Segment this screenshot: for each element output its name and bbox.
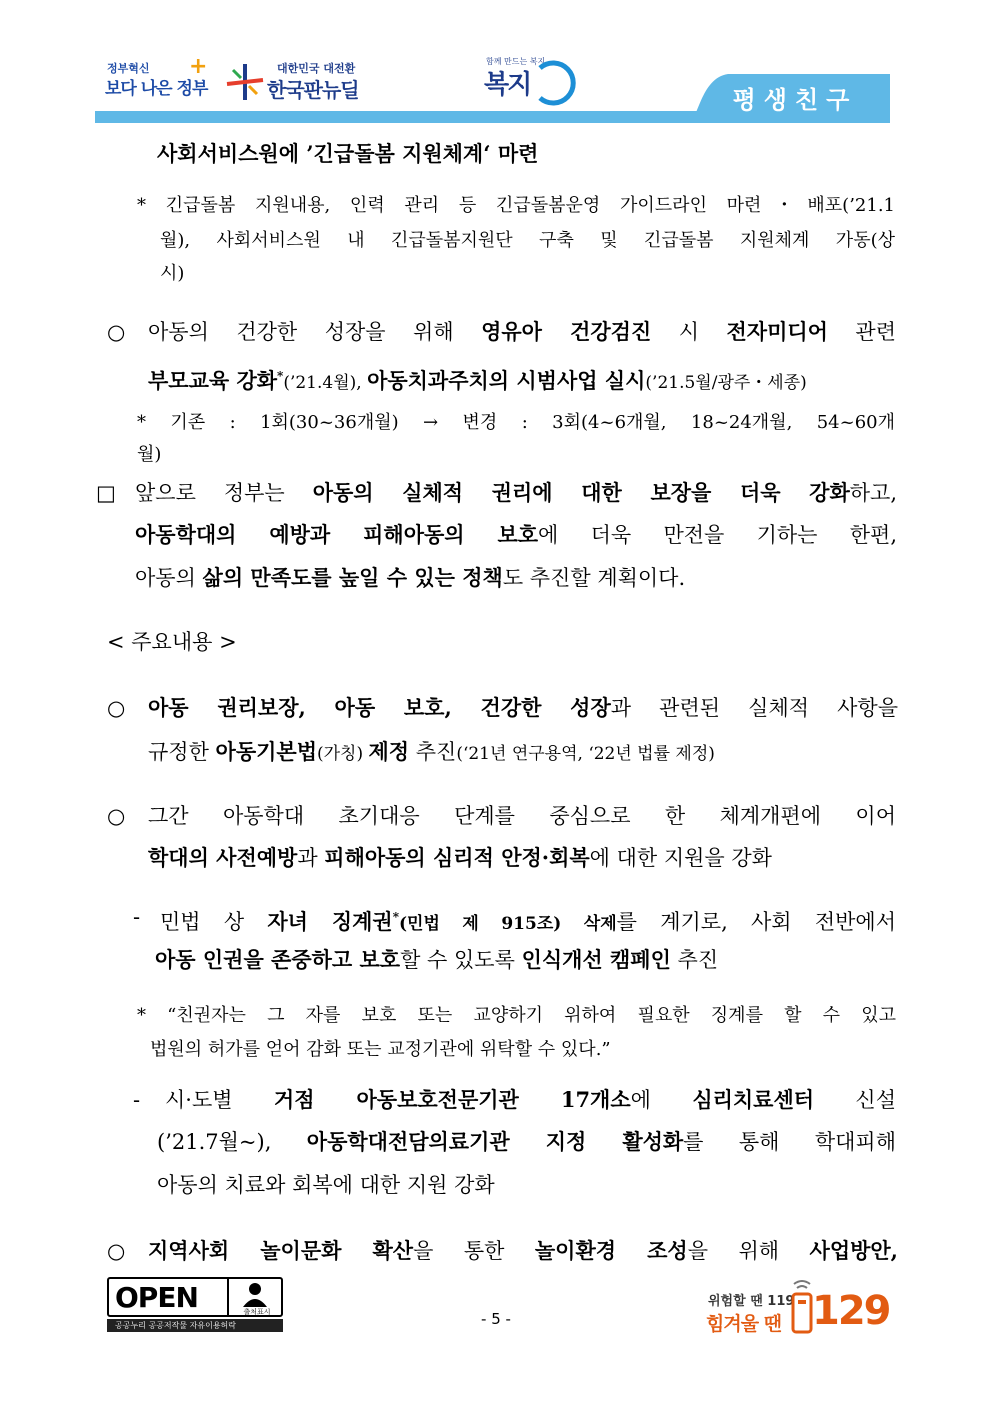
attribution-label: 출처표시: [243, 1308, 271, 1316]
m1-line1: 아동 권리보장, 아동 보호, 건강한 성장과 관련된 실체적 사항을: [148, 695, 899, 720]
hotline-number: 129: [812, 1288, 890, 1334]
korean-new-deal-logo: [225, 60, 375, 108]
hotline-129-logo: [700, 1276, 890, 1338]
plus-icon: +: [189, 54, 208, 79]
p1-line1: 아동의 건강한 성장을 위해 영유아 건강검진 시 전자미디어 관련: [148, 319, 896, 344]
p1-line2: 부모교육 강화*(’21.4월), 아동치과주치의 시범사업 실시(’21.5월/광주・세종): [148, 368, 807, 393]
d2-line2: (’21.7월~), 아동학대전담의료기관 지정 활성화를 통해 학대피해: [157, 1129, 896, 1154]
note-checkup-2: 월): [137, 444, 162, 465]
note-civil-law-1: * “친권자는 그 자를 보호 또는 교양하기 위하여 필요한 징계를 할 수 있고: [137, 1005, 896, 1026]
m1-line2: 규정한 아동기본법(가칭) 제정 추진(‘21년 연구용역, ‘22년 법률 제정): [148, 739, 715, 764]
d1-line1: 민법 상 자녀 징계권*(민법 제 915조) 삭제를 계기로, 사회 전반에서: [160, 909, 896, 934]
note-emergency-care-2: 월), 사회서비스원 내 긴급돌봄지원단 구축 및 긴급돌봄 지원체계 가동(상: [160, 230, 895, 251]
square-bullet: □: [96, 481, 116, 505]
m2-line1: 그간 아동학대 초기대응 단계를 중심으로 한 체계개편에 이어: [148, 804, 896, 828]
bokji-tagline: 함께 만드는 복지: [486, 57, 546, 66]
sq-line2: 아동학대의 예방과 피해아동의 보호에 더욱 만전을 기하는 한편,: [135, 522, 897, 547]
sq-line3: 아동의 삶의 만족도를 높일 수 있는 정책도 추진할 계획이다.: [135, 565, 686, 590]
sq-line1: 앞으로 정부는 아동의 실체적 권리에 대한 보장을 더욱 강화하고,: [135, 480, 897, 505]
circle-bullet: ○: [107, 804, 126, 828]
open-logo-strip: 공공누리 공공저작물 자유이용허락: [107, 1319, 283, 1332]
m2-line2: 학대의 사전예방과 피해아동의 심리적 안정·회복에 대한 지원을 강화: [148, 845, 772, 870]
section-title: < 주요내용 >: [107, 630, 237, 654]
phone-icon: [790, 1278, 814, 1336]
kogl-open-logo: [107, 1277, 287, 1333]
note-emergency-care-1: * 긴급돌봄 지원내용, 인력 관리 등 긴급돌봄운영 가이드라인 마련・배포(’21.1: [137, 195, 895, 216]
d1-line2: 아동 인권을 존중하고 보호할 수 있도록 인식개선 캠페인 추진: [155, 947, 719, 972]
d2-line3: 아동의 치료와 회복에 대한 지원 강화: [157, 1173, 495, 1197]
dash-bullet: -: [133, 1088, 141, 1112]
note-checkup-1: * 기존 : 1회(30~36개월) → 변경 : 3회(4~6개월, 18~24개월, 54~60개: [137, 412, 895, 433]
header-tab-label: 평생친구: [732, 86, 858, 114]
bokji-logo: [480, 52, 580, 110]
circle-bullet: ○: [107, 696, 126, 720]
circle-bullet: ○: [107, 320, 126, 344]
bokji-name: 복지: [484, 70, 531, 100]
m3-line1: 지역사회 놀이문화 확산을 통한 놀이환경 조성을 위해 사업방안,: [148, 1238, 898, 1263]
open-logo-text: OPEN: [115, 1281, 198, 1314]
circle-bullet: ○: [107, 1239, 126, 1263]
gov-innovation-logo: [105, 54, 208, 108]
new-deal-subtitle: 대한민국 대전환: [277, 62, 356, 75]
bokji-ring-icon: [530, 58, 580, 108]
new-deal-mark-icon: [225, 62, 265, 102]
page-number: - 5 -: [481, 1310, 511, 1328]
dash-bullet: -: [133, 905, 141, 929]
hotline-bottom-text: 힘겨울 땐: [706, 1313, 782, 1335]
d2-line1: 시·도별 거점 아동보호전문기관 17개소에 심리치료센터 신설: [165, 1087, 896, 1112]
line-emergency-care: 사회서비스원에 ’긴급돌봄 지원체계‘ 마련: [157, 141, 539, 166]
note-emergency-care-3: 시): [160, 263, 185, 284]
note-civil-law-2: 법원의 허가를 얻어 감화 또는 교정기관에 위탁할 수 있다.”: [150, 1039, 611, 1060]
gov-logo-line2: 보다 나은 정부: [105, 79, 208, 99]
new-deal-name: 한국판뉴딜: [267, 78, 359, 102]
open-logo-divider: [227, 1277, 229, 1317]
page-header: [0, 0, 992, 130]
gov-logo-line1: 정부혁신: [107, 62, 150, 75]
hotline-top-text: 위험할 땐 119: [708, 1294, 795, 1309]
